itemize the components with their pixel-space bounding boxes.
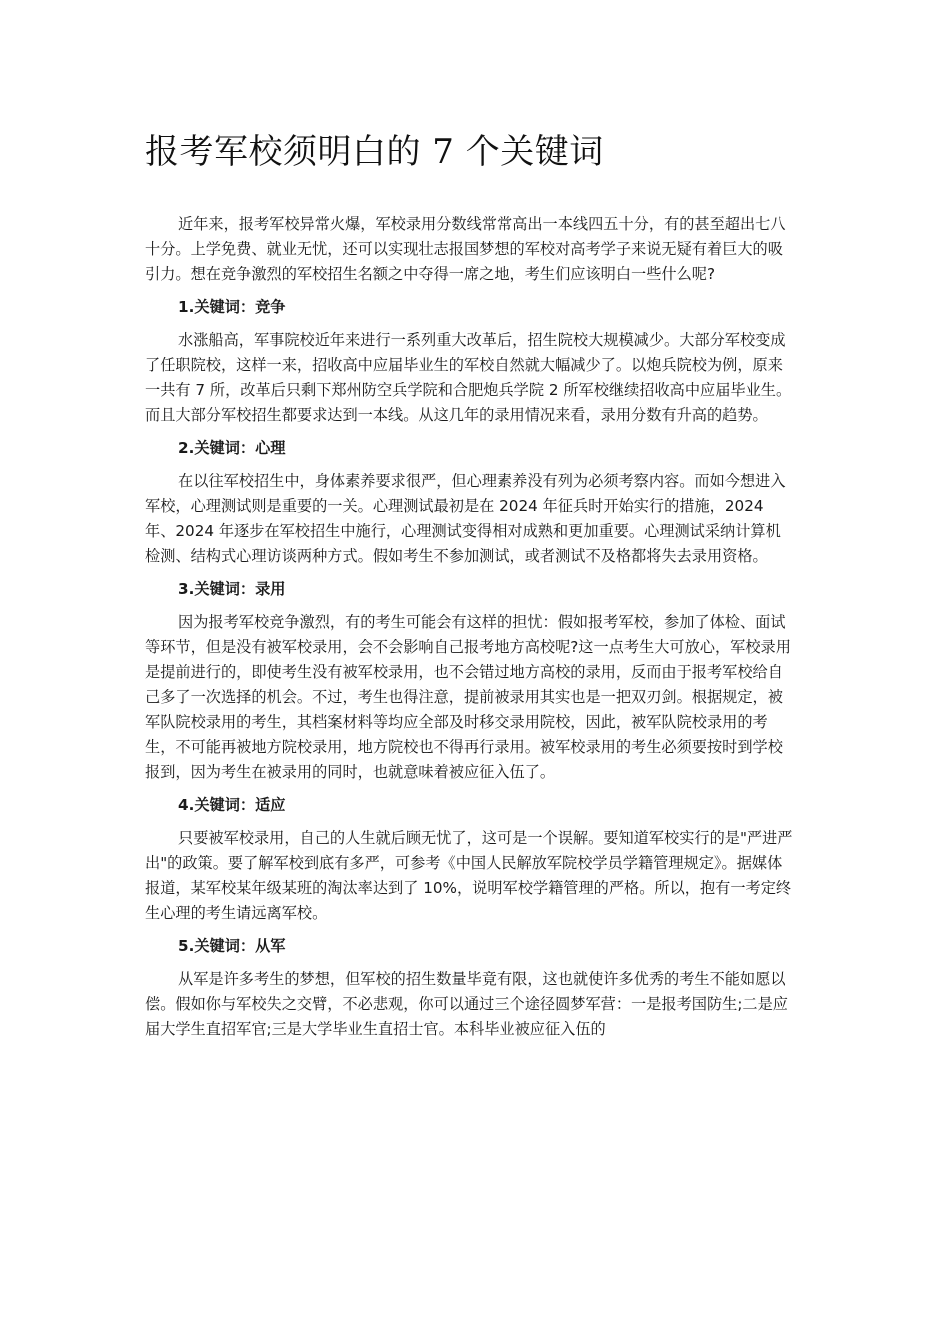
section-heading-admission: 3.关键词：录用 — [178, 580, 286, 598]
section-heading-adaptation: 4.关键词：适应 — [178, 796, 286, 814]
intro-paragraph: 近年来，报考军校异常火爆，军校录用分数线常常高出一本线四五十分，有的甚至超出七八十分。上学免费、就业无忧，还可以实现壮志报国梦想的军校对高考学子来说无疑有着巨大的吸引力。想在竞争激烈的军校招生名额之中夺得一席之地，考生们应该明白一些什么呢? — [145, 215, 786, 283]
section-body-adaptation: 只要被军校录用，自己的人生就后顾无忧了，这可是一个误解。要知道军校实行的是"严进严出"的政策。要了解军校到底有多严，可参考《中国人民解放军院校学员学籍管理规定》。据媒体报道，某军校某年级某班的淘汰率达到了 10%，说明军校学籍管理的严格。所以，抱有一考定终生心理的考生请远离军校。 — [145, 829, 793, 922]
section-body-competition: 水涨船高，军事院校近年来进行一系列重大改革后，招生院校大规模减少。大部分军校变成了任职院校，这样一来，招收高中应届毕业生的军校自然就大幅减少了。以炮兵院校为例，原来一共有 7 所，改革后只剩下郑州防空兵学院和合肥炮兵学院 2 所军校继续招收高中应届毕业生。而且大部分军校招生都要求达到一本线。从这几年的录用情况来看，录用分数有升高的趋势。 — [145, 331, 792, 424]
document-title: 报考军校须明白的 7 个关键词 — [145, 132, 604, 172]
section-body-military-service: 从军是许多考生的梦想，但军校的招生数量毕竟有限，这也就使许多优秀的考生不能如愿以偿。假如你与军校失之交臂，不必悲观，你可以通过三个途径圆梦军营：一是报考国防生;二是应届大学生直招军官;三是大学毕业生直招士官。本科毕业被应征入伍的 — [145, 970, 788, 1038]
section-body-admission: 因为报考军校竞争激烈，有的考生可能会有这样的担忧：假如报考军校，参加了体检、面试等环节，但是没有被军校录用，会不会影响自己报考地方高校呢?这一点考生大可放心，军校录用是提前进行的，即使考生没有被军校录用，也不会错过地方高校的录用，反而由于报考军校给自己多了一次选择的机会。不过，考生也得注意，提前被录用其实也是一把双刃剑。根据规定，被军队院校录用的考生，其档案材料等均应全部及时移交录用院校，因此，被军队院校录用的考生，不可能再被地方院校录用，地方院校也不得再行录用。被军校录用的考生必须要按时到学校报到，因为考生在被录用的同时，也就意味着被应征入伍了。 — [145, 613, 791, 781]
section-heading-military-service: 5.关键词：从军 — [178, 937, 286, 955]
document-page — [145, 120, 795, 1050]
section-heading-psychology: 2.关键词：心理 — [178, 439, 286, 457]
section-body-psychology: 在以往军校招生中，身体素养要求很严，但心理素养没有列为必须考察内容。而如今想进入军校，心理测试则是重要的一关。心理测试最初是在 2024 年征兵时开始实行的措施，2024 年、2024 年逐步在军校招生中施行，心理测试变得相对成熟和更加重要。心理测试采纳计算机检测、结构式心理访谈两种方式。假如考生不参加测试，或者测试不及格都将失去录用资格。 — [145, 472, 786, 565]
section-heading-competition: 1.关键词：竞争 — [178, 298, 286, 316]
